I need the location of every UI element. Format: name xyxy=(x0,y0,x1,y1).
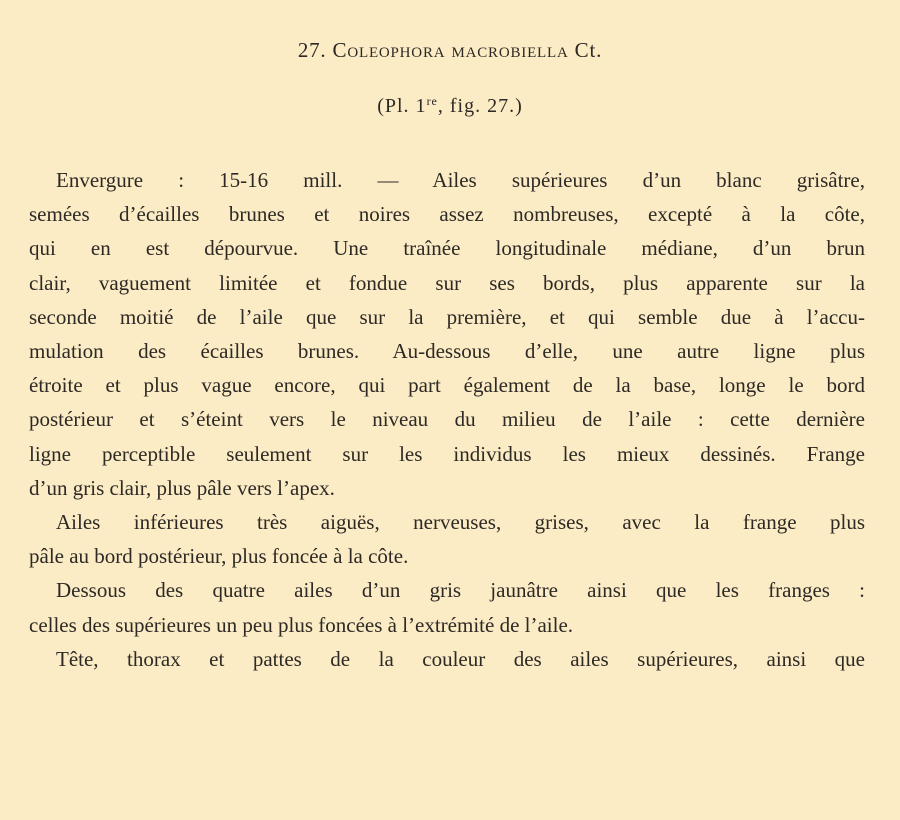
text-line: pâle au bord postérieur, plus foncée à la côte. xyxy=(29,544,409,569)
species-author: Ct. xyxy=(574,38,603,62)
text-line: Tête, thorax et pattes de la couleur des ailes supérieures, ainsi que xyxy=(56,646,865,671)
genus-name: oleophora xyxy=(347,38,446,62)
text-line: qui en est dépourvue. Une traînée longitudinale médiane, d’un brun xyxy=(29,236,865,261)
text-line: clair, vaguement limitée et fondue sur ses bords, plus apparente sur la xyxy=(29,270,865,295)
text-line: semées d’écailles brunes et noires assez nombreuses, excepté à la côte, xyxy=(29,202,865,227)
description-body xyxy=(29,163,865,676)
plate-prefix: (Pl. 1 xyxy=(377,95,427,117)
text-line: celles des supérieures un peu plus foncées à l’extrémité de l’aile. xyxy=(29,612,574,637)
text-line: Envergure : 15-16 mill. — Ailes supérieures d’un blanc grisâtre, xyxy=(56,168,865,192)
text-line: étroite et plus vague encore, qui part également de la base, longe le bord xyxy=(29,373,865,398)
plate-suffix: , fig. 27.) xyxy=(437,95,523,117)
text-line: Ailes inférieures très aiguës, nerveuses, grises, avec la frange plus xyxy=(56,510,865,535)
genus-initial: C xyxy=(332,38,348,62)
plate-reference xyxy=(0,94,900,118)
text-line: postérieur et s’éteint vers le niveau du milieu de l’aile : cette dernière xyxy=(29,407,865,432)
species-heading xyxy=(0,38,900,63)
text-line: seconde moitié de l’aile que sur la première, et qui semble due à l’accu- xyxy=(29,304,865,329)
species-name: macrobiella xyxy=(451,38,569,62)
text-line: d’un gris clair, plus pâle vers l’apex. xyxy=(29,475,335,500)
text-line: Dessous des quatre ailes d’un gris jaunâtre ainsi que les franges : xyxy=(56,578,865,603)
species-number: 27. xyxy=(297,38,333,62)
text-line: mulation des écailles brunes. Au-dessous d’elle, une autre ligne plus xyxy=(29,339,865,364)
plate-superscript: re xyxy=(426,94,438,108)
text-line: ligne perceptible seulement sur les individus les mieux dessinés. Frange xyxy=(29,441,865,466)
